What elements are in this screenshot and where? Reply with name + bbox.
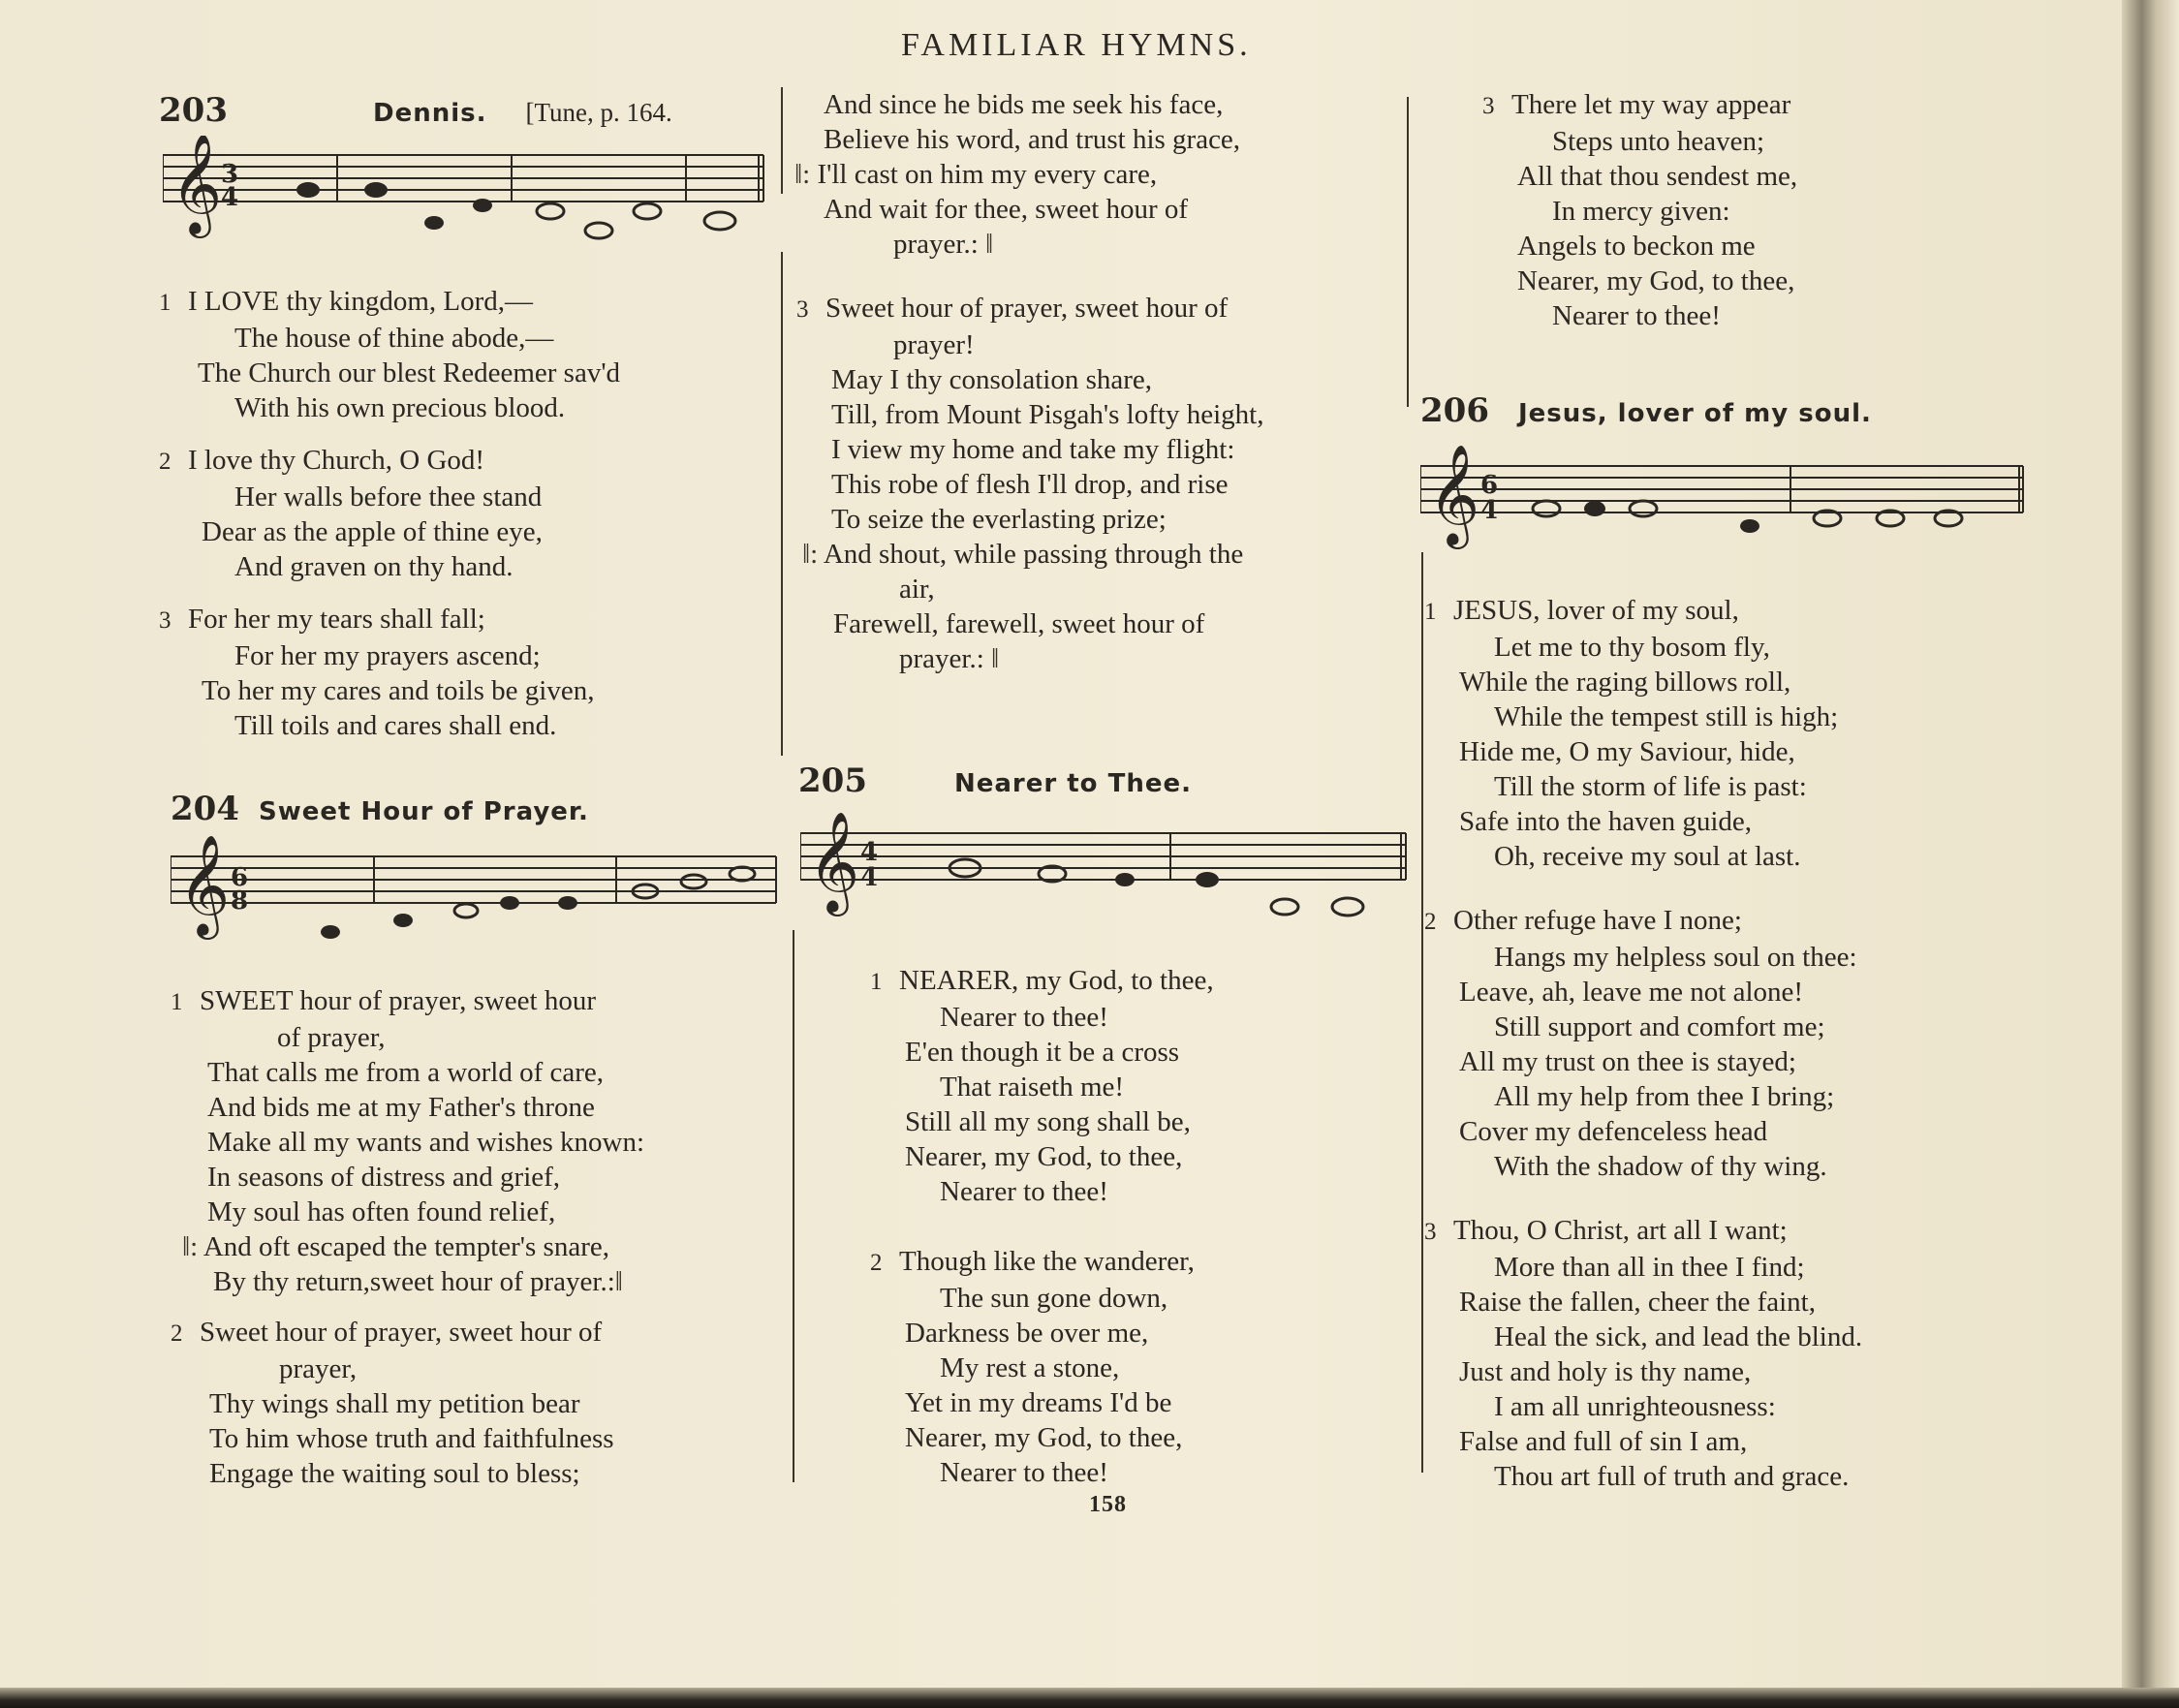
verse-line: Still support and comfort me; (1494, 1011, 1825, 1042)
svg-text:6: 6 (231, 863, 249, 892)
verse-line: Though like the wanderer, (899, 1246, 1195, 1277)
verse (171, 983, 644, 1299)
verse-line: For her my tears shall fall; (188, 604, 485, 635)
verse-number: 1 (159, 290, 171, 316)
verse-line: prayer! (893, 329, 975, 360)
verse (1424, 903, 1862, 1184)
hymn-204-heading (171, 790, 589, 828)
verse (870, 963, 1214, 1209)
hymn-205-verses-col3 (1482, 87, 1797, 333)
verse (159, 602, 620, 743)
verse-line: All my trust on thee is stayed; (1459, 1046, 1796, 1077)
verse-line: NEARER, my God, to thee, (899, 965, 1214, 996)
verse-line: By thy return,sweet hour of prayer.: (213, 1266, 615, 1297)
hymn-205-heading (798, 761, 1192, 800)
verse-line: of prayer, (277, 1022, 386, 1053)
verse-line: Nearer, my God, to thee, (905, 1422, 1183, 1453)
verse (794, 291, 1263, 676)
hymn-204-verses-col1 (171, 983, 644, 1491)
svg-text:𝄞: 𝄞 (808, 811, 860, 913)
verse-line: Nearer to thee! (940, 1002, 1108, 1033)
verse-line: And bids me at my Father's throne (207, 1092, 595, 1123)
verse (1482, 87, 1797, 333)
verse-line: Till, from Mount Pisgah's lofty height, (831, 399, 1264, 430)
verse (1424, 593, 1862, 874)
verse-number: 2 (1424, 909, 1437, 935)
verse-line: Still all my song shall be, (905, 1106, 1191, 1137)
verse-line: Sweet hour of prayer, sweet hour of (200, 1317, 603, 1348)
verse-number: 3 (1482, 93, 1495, 119)
hymn-title: Sweet Hour of Prayer. (258, 797, 589, 826)
verse-line: Leave, ah, leave me not alone! (1459, 977, 1804, 1008)
verse-line: While the tempest still is high; (1494, 701, 1839, 732)
svg-text:4: 4 (860, 863, 879, 892)
verse-line: Thy wings shall my petition bear (209, 1388, 580, 1419)
verse (1424, 1213, 1862, 1494)
verse-line: While the raging billows roll, (1459, 667, 1791, 698)
verse-line: Yet in my dreams I'd be (905, 1387, 1172, 1418)
verse-number: 1 (171, 989, 183, 1015)
column-rule (793, 930, 794, 1482)
verse-line: To him whose truth and faithfulness (209, 1423, 614, 1454)
verse-line: In seasons of distress and grief, (207, 1162, 561, 1193)
verse-number: 3 (796, 296, 809, 323)
verse-line: Nearer, my God, to thee, (1517, 265, 1795, 296)
verse-line: In mercy given: (1552, 196, 1730, 227)
verse-line: Hide me, O my Saviour, hide, (1459, 736, 1795, 767)
hymn-203-heading (159, 91, 672, 130)
verse (870, 1244, 1214, 1490)
page-number: 158 (1089, 1492, 1127, 1517)
verse-number: 1 (870, 969, 883, 995)
verse-line: And shout, while passing through the (823, 539, 1244, 570)
hymn-title: Jesus, lover of my soul. (1517, 399, 1872, 428)
hymn-206-verses (1424, 593, 1862, 1494)
verse-line: Make all my wants and wishes known: (207, 1127, 645, 1158)
repeat-sign: ‖ (614, 1266, 623, 1297)
hymn-number: 203 (159, 91, 228, 130)
repeat-sign: ‖: (794, 159, 818, 190)
verse-line: prayer.: (899, 643, 984, 674)
verse-line: All that thou sendest me, (1517, 161, 1798, 192)
verse-line: The sun gone down, (940, 1283, 1168, 1314)
verse-line: More than all in thee I find; (1494, 1252, 1805, 1283)
verse-line: I love thy Church, O God! (188, 445, 485, 476)
verse-line: That raiseth me! (940, 1071, 1125, 1102)
verse-line: Let me to thy bosom fly, (1494, 632, 1770, 663)
svg-text:4: 4 (221, 183, 239, 212)
verse-number: 2 (159, 449, 171, 475)
verse-line: Angels to beckon me (1517, 231, 1756, 262)
verse-line: E'en though it be a cross (905, 1037, 1180, 1068)
verse-line: Oh, receive my soul at last. (1494, 841, 1801, 872)
verse-line: To her my cares and toils be given, (202, 675, 595, 706)
verse-line: prayer, (279, 1353, 358, 1384)
hymn-title: Nearer to Thee. (953, 769, 1192, 798)
hymn-number: 206 (1420, 391, 1489, 430)
hymn-204-verses-col2 (794, 87, 1263, 676)
svg-text:3: 3 (221, 160, 239, 189)
verse-line: I'll cast on him my every care, (817, 159, 1158, 190)
verse-line: SWEET hour of prayer, sweet hour (200, 985, 597, 1016)
repeat-sign: ‖ (978, 229, 994, 260)
svg-text:6: 6 (1480, 471, 1499, 500)
hymn-203-verses (159, 284, 620, 743)
verse-number: 3 (1424, 1219, 1437, 1245)
music-staff-203 (163, 136, 773, 271)
verse-line: JESUS, lover of my soul, (1453, 595, 1739, 626)
verse-line: With his own precious blood. (234, 392, 566, 423)
verse (794, 87, 1263, 262)
verse-line: That calls me from a world of care, (207, 1057, 605, 1088)
verse-line: Farewell, farewell, sweet hour of (833, 608, 1205, 639)
verse-line: Sweet hour of prayer, sweet hour of (825, 293, 1229, 324)
verse-number: 1 (1424, 599, 1437, 625)
running-head: FAMILIAR HYMNS. (901, 27, 1252, 63)
verse (159, 284, 620, 425)
verse-line: And oft escaped the tempter's snare, (202, 1231, 609, 1262)
verse-line: Safe into the haven guide, (1459, 806, 1752, 837)
svg-text:8: 8 (231, 886, 249, 916)
music-staff-206 (1420, 441, 2031, 576)
verse-line: My soul has often found relief, (207, 1196, 556, 1227)
repeat-sign: ‖: (802, 539, 824, 570)
verse-line: For her my prayers ascend; (234, 640, 541, 671)
book-binding (2122, 0, 2179, 1708)
hymn-206-heading (1420, 391, 1872, 430)
column-rule (1421, 552, 1423, 1473)
music-staff-204 (171, 835, 781, 971)
svg-text:𝄞: 𝄞 (178, 835, 231, 936)
verse-number: 3 (159, 607, 171, 634)
tune-reference: [Tune, p. 164. (525, 98, 672, 127)
svg-text:𝄞: 𝄞 (171, 136, 223, 234)
verse-line: I view my home and take my flight: (831, 434, 1235, 465)
verse-line: Nearer to thee! (1552, 300, 1721, 331)
verse-line: The Church our blest Redeemer sav'd (198, 357, 621, 388)
repeat-sign: ‖: (182, 1231, 203, 1262)
hymn-number: 205 (798, 761, 867, 800)
verse (159, 443, 620, 584)
verse-line: Thou, O Christ, art all I want; (1453, 1215, 1788, 1246)
verse-line: Believe his word, and trust his grace, (824, 124, 1241, 155)
music-staff-205 (800, 810, 1411, 946)
verse-line: Engage the waiting soul to bless; (209, 1458, 580, 1489)
verse-line: Her walls before thee stand (234, 481, 543, 512)
verse-line: I LOVE thy kingdom, Lord,— (188, 286, 534, 317)
hymn-number: 204 (171, 790, 239, 828)
verse-line: I am all unrighteousness: (1494, 1391, 1776, 1422)
verse-line: And since he bids me seek his face, (824, 89, 1224, 120)
hymn-205-verses-col2 (870, 963, 1214, 1490)
verse (171, 1315, 644, 1491)
verse-line: Till the storm of life is past: (1494, 771, 1807, 802)
hymn-title: Dennis. (372, 99, 487, 128)
verse-line: Till toils and cares shall end. (234, 710, 557, 741)
verse-line: air, (899, 574, 935, 605)
svg-text:4: 4 (860, 838, 879, 867)
verse-line: This robe of flesh I'll drop, and rise (831, 469, 1229, 500)
page-bottom-edge (0, 1688, 2179, 1708)
verse-line: All my help from thee I bring; (1494, 1081, 1835, 1112)
column-rule (781, 87, 783, 194)
verse-number: 2 (870, 1250, 883, 1276)
verse-line: My rest a stone, (940, 1352, 1120, 1383)
verse-line: Nearer, my God, to thee, (905, 1141, 1183, 1172)
verse-number: 2 (171, 1320, 183, 1347)
verse-line: Raise the fallen, cheer the faint, (1459, 1287, 1816, 1318)
verse-line: And wait for thee, sweet hour of (824, 194, 1189, 225)
verse-line: Just and holy is thy name, (1459, 1356, 1752, 1387)
verse-line: False and full of sin I am, (1459, 1426, 1748, 1457)
verse-line: Steps unto heaven; (1552, 126, 1765, 157)
verse-line: Dear as the apple of thine eye, (202, 516, 543, 547)
verse-line: To seize the everlasting prize; (831, 504, 1167, 535)
verse-line: The house of thine abode,— (234, 323, 554, 354)
verse-line: With the shadow of thy wing. (1494, 1151, 1827, 1182)
column-rule (781, 252, 783, 756)
verse-line: There let my way appear (1511, 89, 1791, 120)
verse-line: prayer.: (893, 229, 979, 260)
verse-line: Nearer to thee! (940, 1457, 1108, 1488)
verse-line: And graven on thy hand. (234, 551, 514, 582)
verse-line: Thou art full of truth and grace. (1494, 1461, 1850, 1492)
verse-line: Cover my defenceless head (1459, 1116, 1768, 1147)
verse-line: May I thy consolation share, (831, 364, 1153, 395)
verse-line: Hangs my helpless soul on thee: (1494, 942, 1857, 973)
repeat-sign: ‖ (983, 643, 1000, 674)
svg-text:4: 4 (1480, 496, 1499, 525)
verse-line: Other refuge have I none; (1453, 905, 1742, 936)
column-rule (1407, 97, 1409, 407)
verse-line: Darkness be over me, (905, 1318, 1149, 1349)
verse-line: Heal the sick, and lead the blind. (1494, 1321, 1863, 1352)
svg-text:𝄞: 𝄞 (1428, 444, 1480, 545)
verse-line: Nearer to thee! (940, 1176, 1108, 1207)
